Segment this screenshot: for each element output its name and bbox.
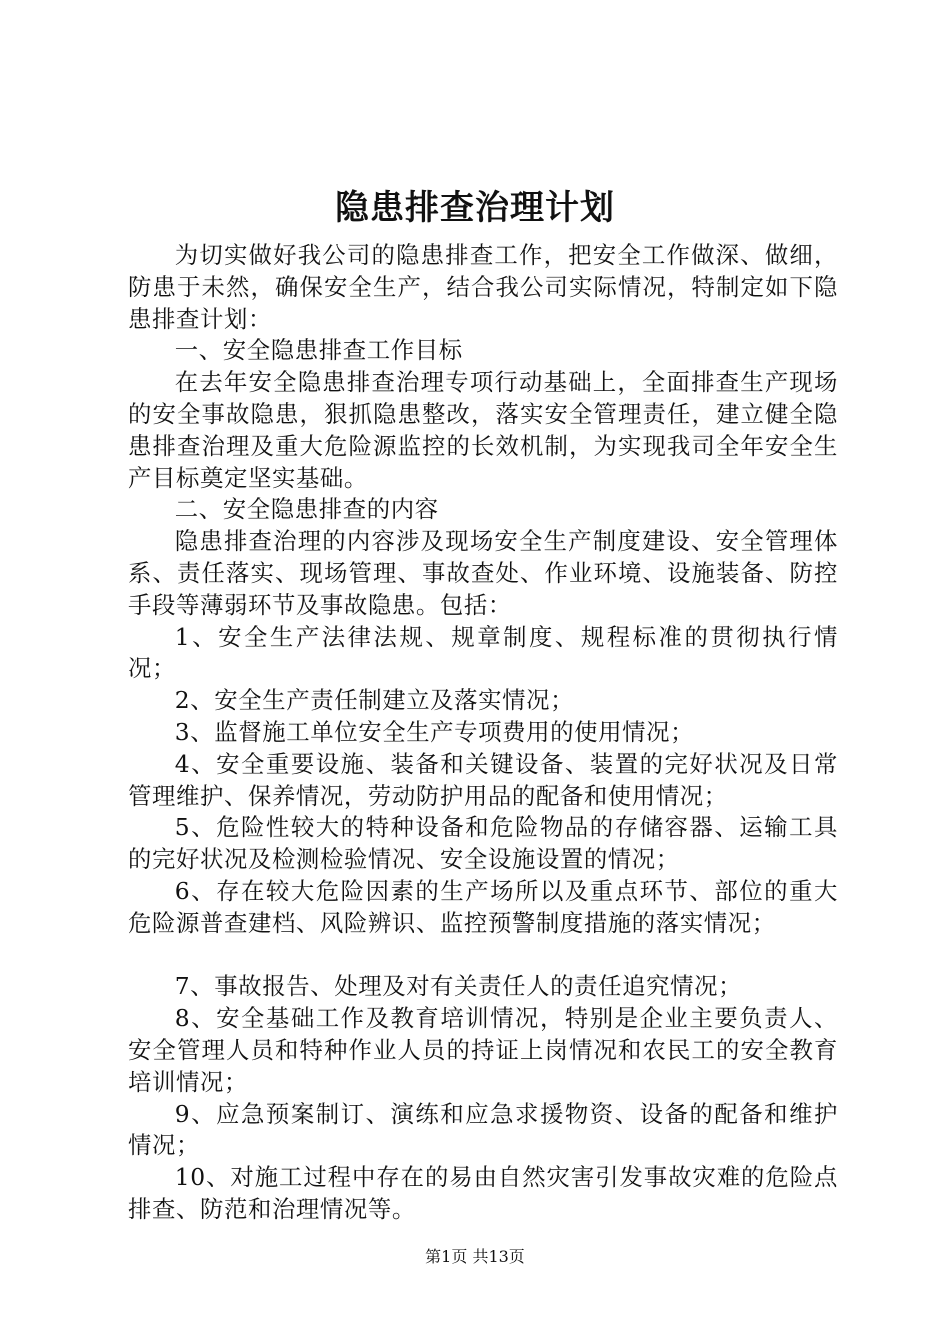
list-item-10: 10、对施工过程中存在的易由自然灾害引发事故灾难的危险点排查、防范和治理情况等。	[128, 1163, 838, 1223]
list-item-7: 7、事故报告、处理及对有关责任人的责任追究情况；	[174, 972, 743, 1001]
paragraph-goal: 在去年安全隐患排查治理专项行动基础上，全面排查生产现场的安全事故隐患，狠抓隐患整改，落实安全管理责任，建立健全隐患排查治理及重大危险源监控的长效机制，为实现我司全年安全生产目标奠定坚实基础。	[128, 368, 838, 492]
list-item-8: 8、安全基础工作及教育培训情况，特别是企业主要负责人、安全管理人员和特种作业人员的持证上岗情况和农民工的安全教育培训情况；	[128, 1004, 838, 1096]
section-heading-2: 二、安全隐患排查的内容	[174, 495, 439, 524]
list-item-3: 3、监督施工单位安全生产专项费用的使用情况；	[174, 717, 695, 746]
document-body	[128, 240, 838, 1226]
list-item-4: 4、安全重要设施、装备和关键设备、装置的完好状况及日常管理维护、保养情况，劳动防护用品的配备和使用情况；	[128, 749, 838, 810]
paragraph-intro: 为切实做好我公司的隐患排查工作，把安全工作做深、做细，防患于未然，确保安全生产，结合我公司实际情况，特制定如下隐患排查计划：	[128, 241, 838, 333]
list-item-1: 1、安全生产法律法规、规章制度、规程标准的贯彻执行情况；	[128, 622, 838, 683]
list-item-9: 9、应急预案制订、演练和应急求援物资、设备的配备和维护情况；	[128, 1099, 838, 1160]
page-number-footer: 第1页 共13页	[425, 1247, 525, 1266]
list-item-6: 6、存在较大危险因素的生产场所以及重点环节、部位的重大危险源普查建档、风险辨识、监控预警制度措施的落实情况；	[128, 876, 838, 937]
list-item-5: 5、危险性较大的特种设备和危险物品的存储容器、运输工具的完好状况及检测检验情况、安全设施设置的情况；	[128, 813, 838, 874]
document-title: 隐患排查治理计划	[335, 188, 615, 228]
paragraph-content: 隐患排查治理的内容涉及现场安全生产制度建设、安全管理体系、责任落实、现场管理、事故查处、作业环境、设施装备、防控手段等薄弱环节及事故隐患。包括：	[128, 527, 838, 619]
section-heading-1: 一、安全隐患排查工作目标	[174, 336, 463, 365]
list-item-2: 2、安全生产责任制建立及落实情况；	[174, 686, 575, 715]
